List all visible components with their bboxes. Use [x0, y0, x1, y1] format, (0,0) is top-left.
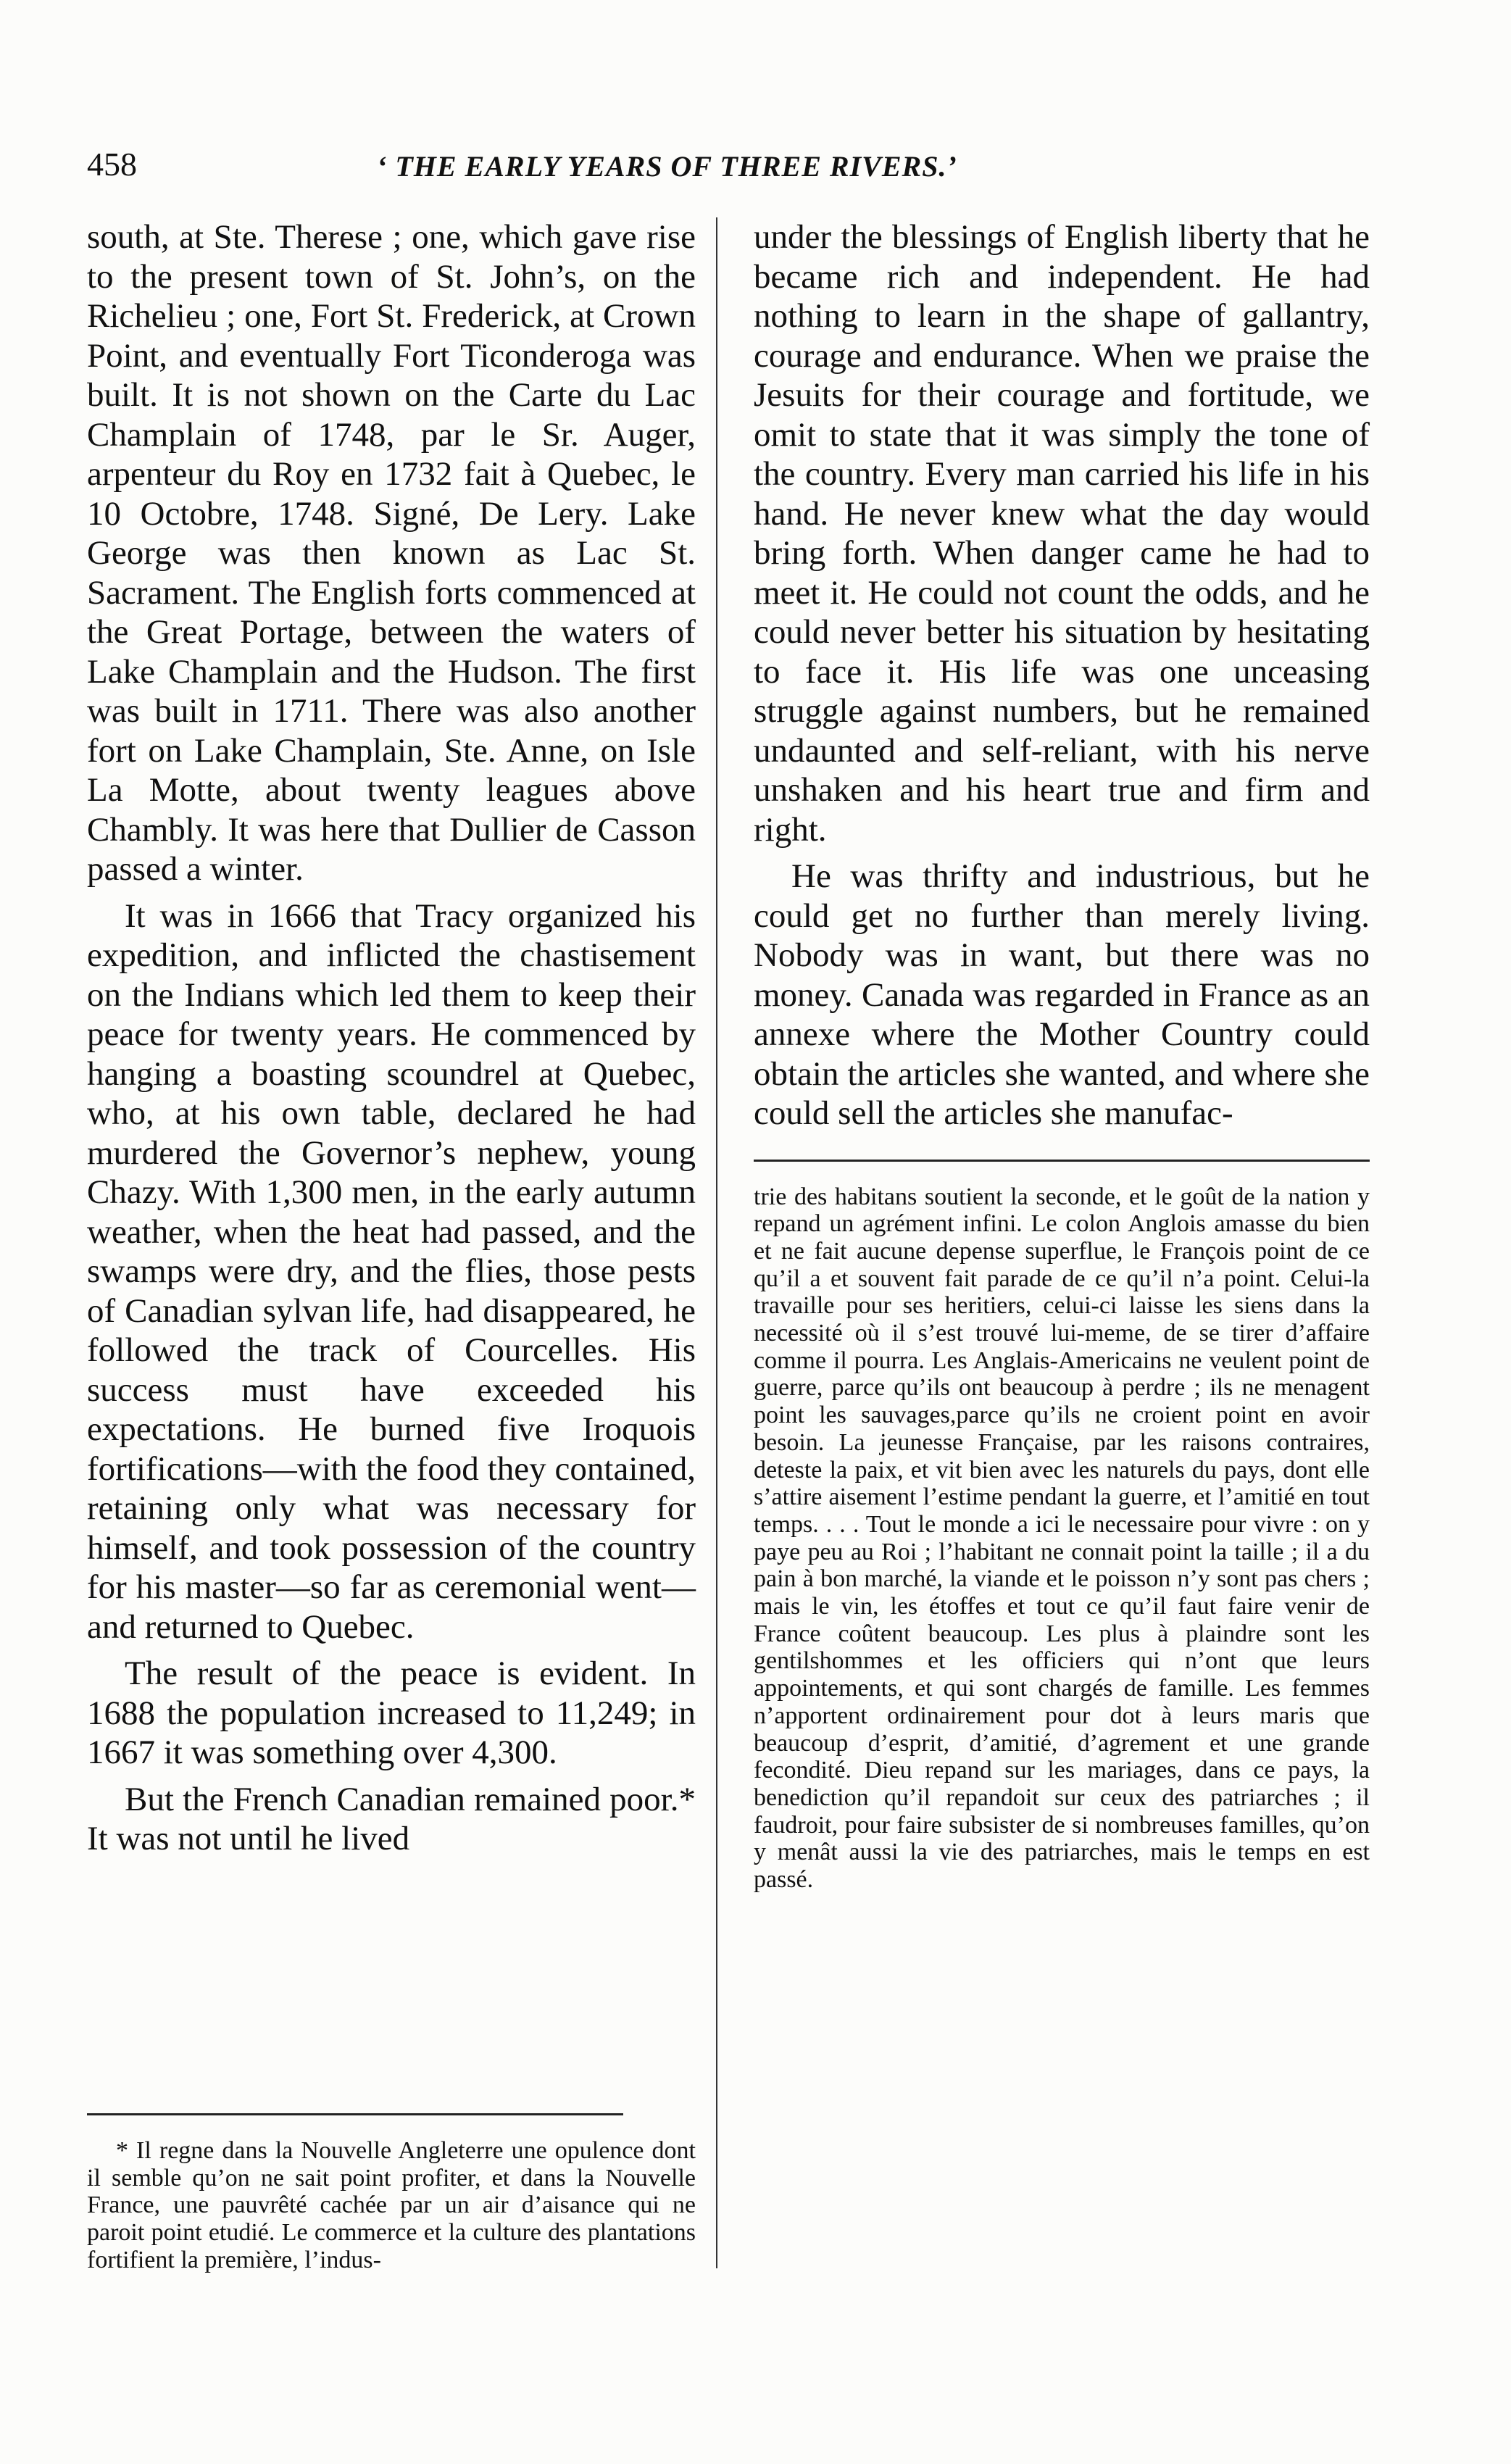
page-header [87, 145, 1420, 188]
left-column [87, 217, 696, 1866]
footnote-rule [754, 1160, 1370, 1162]
left-footnote-block [87, 2087, 696, 2274]
left-paragraph-2: It was in 1666 that Tracy organized his expedition, and inflicted the chastisement on the Indians which led them to keep their peace for twenty years. He commenced by hanging a boasting scoundrel at Quebec, who, at his own table, declared he had murdered the Governor’s nephew, young Chazy. With 1,300 men, in the early autumn weather, when the heat had passed, and the swamps were dry, and the flies, those pests of Canadian sylvan life, had disappeared, he followed the track of Courcelles. His success must have exceeded his expectations. He burned five Iroquois fortifications—with the food they contained, retaining only what was necessary for himself, and took possession of the country for his master—so far as ceremonial went—and returned to Quebec. [87, 896, 696, 1646]
right-column [754, 217, 1370, 1894]
column-divider [716, 217, 717, 2268]
right-footnote: trie des habitans soutient la seconde, et le goût de la nation y repand un agrément infini. Le colon Anglois amasse du bien et ne fait aucune depense superflue, le François point de ce qu’il a et souvent fait parade de ce qu’il n’a point. Celui-la travaille pour ses heritiers, celui-ci laisse les siens dans la necessité où il s’est trouvé lui-meme, de se tirer d’affaire comme il pourra. Les Anglais-Americains ne veulent point de guerre, parce qu’ils ont beaucoup à perdre ; ils ne menagent point les sauvages,parce qu’ils ne croient point en avoir besoin. La jeunesse Française, par les raisons contraires, deteste la paix, et vit bien avec les naturels du pays, dont elle s’attire aisement l’estime pendant la guerre, et l’amitié en tout temps. . . . Tout le monde a ici le necessaire pour vivre : on y paye peu au Roi ; l’habitant ne connait point la taille ; il a du pain à bon marché, la viande et le poisson n’y sont pas chers ; mais le vin, les étoffes et tout ce qu’il faut faire venir de France coûtent beaucoup. Les plus à plaindre sont les gentilshommes et les officiers qui n’ont que leurs appointements, et qui sont chargés de famille. Les femmes n’apportent ordinairement pour dot à leurs maris que beaucoup d’esprit, d’amitié, d’agrement et une grande fecondité. Dieu repand sur les mariages, dans ce pays, la benediction qu’il repandoit sur ceux des patriarches ; il faudroit, pour faire subsister de si nombreuses familles, qu’on y menât aussi la vie des patriarches, mais le temps en est passé. [754, 1183, 1370, 1894]
right-paragraph-1: under the blessings of English liberty that he became rich and independent. He had nothing to learn in the shape of gallantry, courage and endurance. When we praise the Jesuits for their courage and fortitude, we omit to state that it was simply the tone of the country. Every man carried his life in his hand. He never knew what the day would bring forth. When danger came he had to meet it. He could not count the odds, and he could never better his situation by hesitating to face it. His life was one unceasing struggle against numbers, but he remained undaunted and self-reliant, with his nerve unshaken and his heart true and firm and right. [754, 218, 1370, 849]
footnote-rule [87, 2113, 623, 2115]
left-paragraph-4: But the French Canadian remained poor.* It was not until he lived [87, 1780, 696, 1857]
right-paragraph-2: He was thrifty and industrious, but he could get no further than merely living. Nobody was in want, but there was no money. Canada was regarded in France as an annexe where the Mother Country could obtain the articles she wanted, and where she could sell the articles she manufac- [754, 857, 1370, 1132]
left-paragraph-1: south, at Ste. Therese ; one, which gave rise to the present town of St. John’s, on the Richelieu ; one, Fort St. Frederick, at Crown Point, and eventually Fort Ticonderoga was built. It is not shown on the Carte du Lac Champlain of 1748, par le Sr. Auger, arpenteur du Roy en 1732 fait à Quebec, le 10 Octobre, 1748. Signé, De Lery. Lake George was then known as Lac St. Sacrament. The English forts commenced at the Great Portage, between the waters of Lake Champlain and the Hudson. The first was built in 1711. There was also another fort on Lake Champlain, Ste. Anne, on Isle La Motte, about twenty leagues above Chambly. It was here that Dullier de Casson passed a winter. [87, 218, 696, 888]
left-footnote: * Il regne dans la Nouvelle Angleterre une opulence dont il semble qu’on ne sait point profiter, et dans la Nouvelle France, une pauvrêté cachée par un air d’aisance qui ne paroit point etudié. Le commerce et la culture des plantations fortifient la première, l’indus- [87, 2137, 696, 2273]
running-title: ‘ THE EARLY YEARS OF THREE RIVERS.’ [377, 150, 957, 183]
page-number: 458 [87, 146, 137, 183]
left-paragraph-3: The result of the peace is evident. In 1688 the population increased to 11,249; in 1667 it was something over 4,300. [87, 1655, 696, 1771]
